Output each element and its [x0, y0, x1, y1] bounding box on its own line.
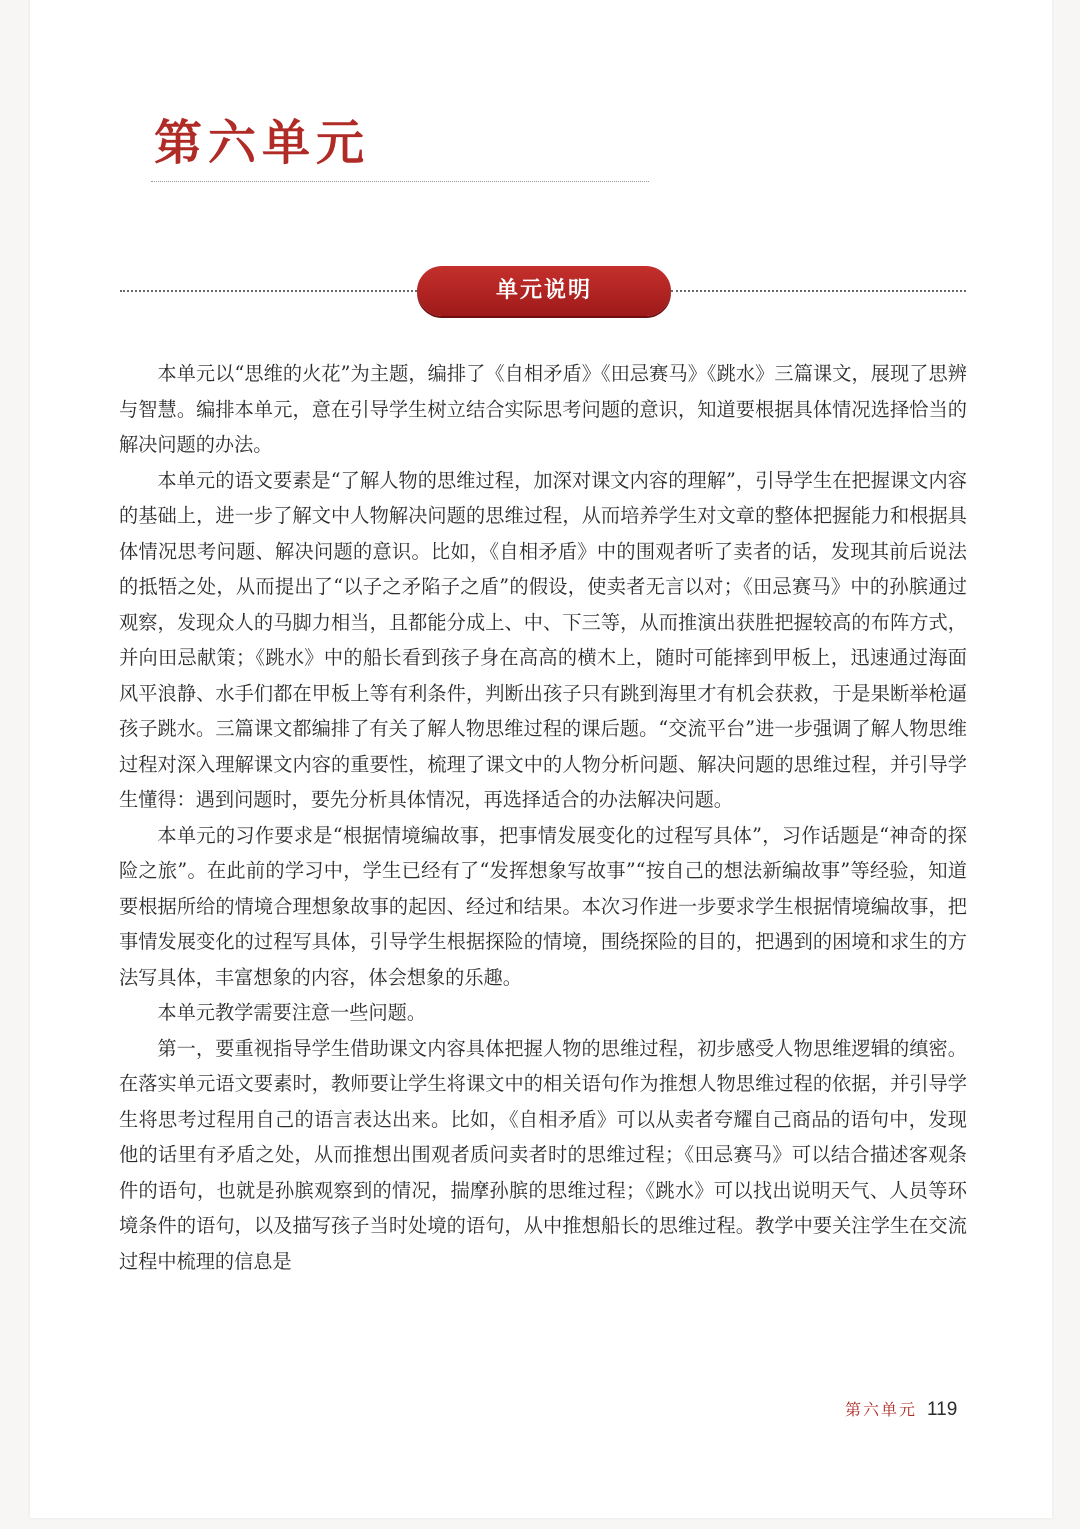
- footer-unit-label: 第六单元: [845, 1400, 918, 1419]
- dotted-rule-right: [671, 290, 966, 292]
- section-title-badge: 单元说明: [417, 266, 671, 316]
- dotted-rule-left: [120, 290, 417, 292]
- section-header: [120, 266, 966, 318]
- title-divider: [151, 181, 649, 182]
- paragraph-theme: 本单元以“思维的火花”为主题，编排了《自相矛盾》《田忌赛马》《跳水》三篇课文，展现了思辨与智慧。编排本单元，意在引导学生树立结合实际思考问题的意识，知道要根据具体情况选择恰当的解决问题的办法。: [119, 362, 967, 456]
- paragraph-first-point: 第一，要重视指导学生借助课文内容具体把握人物的思维过程，初步感受人物思维逻辑的缜密。在落实单元语文要素时，教师要让学生将课文中的相关语句作为推想人物思维过程的依据，并引导学生将思考过程用自己的语言表达出来。比如，《自相矛盾》可以从卖者夸耀自己商品的语句中，发现他的话里有矛盾之处，从而推想出围观者质问卖者时的思维过程；《田忌赛马》可以结合描述客观条件的语句，也就是孙膑观察到的情况，揣摩孙膑的思维过程；《跳水》可以找出说明天气、人员等环境条件的语句，以及描写孩子当时处境的语句，从中推想船长的思维过程。教学中要关注学生在交流过程中梳理的信息是: [119, 1036, 967, 1273]
- paragraph-language-element: 本单元的语文要素是“了解人物的思维过程，加深对课文内容的理解”，引导学生在把握课文内容的基础上，进一步了解文中人物解决问题的思维过程，从而培养学生对文章的整体把握能力和根据具体情况思考问题、解决问题的意识。比如，《自相矛盾》中的围观者听了卖者的话，发现其前后说法的抵牾之处，从而提出了“以子之矛陷子之盾”的假设，使卖者无言以对；《田忌赛马》中的孙膑通过观察，发现众人的马脚力相当，且都能分成上、中、下三等，从而推演出获胜把握较高的布阵方式，并向田忌献策；《跳水》中的船长看到孩子身在高高的横木上，随时可能摔到甲板上，迅速通过海面风平浪静、水手们都在甲板上等有利条件，判断出孩子只有跳到海里才有机会获救，于是果断举枪逼孩子跳水。三篇课文都编排了有关了解人物思维过程的课后题。“交流平台”进一步强调了解人物思维过程对深入理解课文内容的重要性，梳理了课文中的人物分析问题、解决问题的思维过程，并引导学生懂得：遇到问题时，要先分析具体情况，再选择适合的办法解决问题。: [119, 468, 967, 811]
- paragraph-teaching-notes-intro: 本单元教学需要注意一些问题。: [157, 1001, 427, 1024]
- body-text: [119, 356, 967, 1279]
- paragraph-writing-requirement: 本单元的习作要求是“根据情境编故事，把事情发展变化的过程写具体”，习作话题是“神奇的探险之旅”。在此前的学习中，学生已经有了“发挥想象写故事”“按自己的想法新编故事”等经验，知道要根据所给的情境合理想象故事的起因、经过和结果。本次习作进一步要求学生根据情境编故事，把事情发展变化的过程写具体，引导学生根据探险的情境，围绕探险的目的，把遇到的困境和求生的方法写具体，丰富想象的内容，体会想象的乐趣。: [119, 823, 967, 989]
- page-number: 119: [927, 1399, 958, 1420]
- unit-title: 第六单元: [154, 115, 371, 171]
- page-footer: [845, 1396, 957, 1424]
